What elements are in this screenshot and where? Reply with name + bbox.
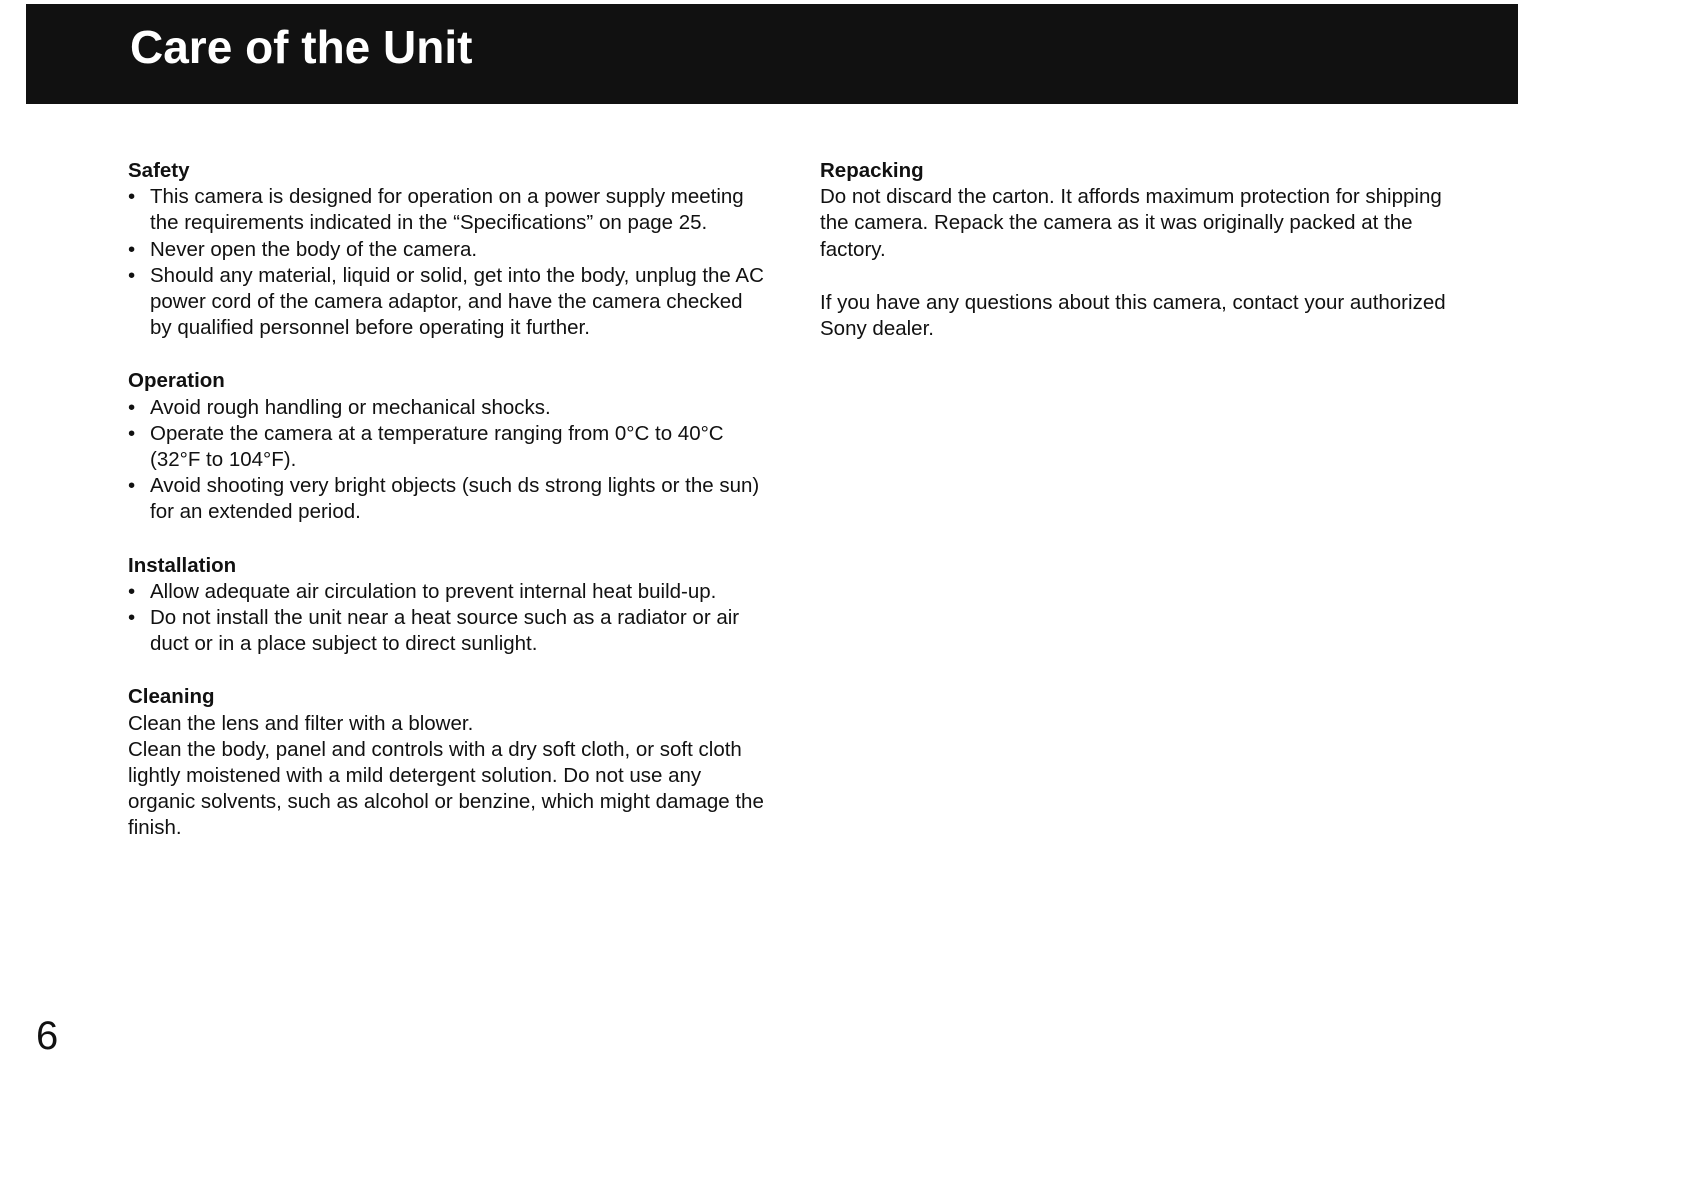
right-column (820, 158, 1460, 369)
section-heading-safety: Safety (128, 159, 190, 182)
installation-list (128, 579, 768, 658)
section-heading-installation: Installation (128, 553, 237, 577)
page-title: Care of the Unit (130, 21, 473, 73)
list-item: • This camera is designed for operation on a power supply meeting the requirements indicated in the “Specifications” on page 25. (128, 184, 768, 236)
list-item: • Avoid rough handling or mechanical shocks. (128, 395, 768, 421)
cleaning-section (128, 684, 768, 841)
left-column (128, 158, 768, 869)
list-item: • Do not install the unit near a heat source such as a radiator or air duct or in a place subject to direct sunlight. (128, 605, 768, 657)
list-item: • Operate the camera at a temperature ranging from 0°C to 40°C (32°F to 104°F). (128, 421, 768, 473)
safety-list (128, 184, 768, 341)
repacking-section (820, 158, 1460, 342)
operation-section (128, 368, 768, 525)
list-item: • Never open the body of the camera. (128, 237, 768, 263)
section-heading-repacking: Repacking (820, 159, 924, 182)
safety-section (128, 158, 768, 341)
section-heading-operation: Operation (128, 369, 225, 393)
list-item: • Should any material, liquid or solid, get into the body, unplug the AC power cord of the camera adaptor, and have the camera checked by qualified personnel before operating it further. (128, 263, 768, 342)
list-item: • Allow adequate air circulation to prevent internal heat build-up. (128, 579, 768, 605)
section-heading-cleaning: Cleaning (128, 685, 215, 709)
list-item: • Avoid shooting very bright objects (such ds strong lights or the sun) for an extended period. (128, 473, 768, 525)
header-bar (26, 4, 1518, 104)
cleaning-paragraph: Clean the body, panel and controls with a dry soft cloth, or soft cloth lightly moistened with a mild detergent solution. Do not use any organic solvents, such as alcohol or benzine, which might damage the finish. (128, 737, 764, 840)
contact-paragraph: If you have any questions about this camera, contact your authorized Sony dealer. (820, 290, 1446, 341)
operation-list (128, 395, 768, 526)
page-number: 6 (36, 1014, 59, 1058)
repacking-paragraph: Do not discard the carton. It affords maximum protection for shipping the camera. Repack the camera as it was originally packed at the factory. (820, 185, 1442, 261)
installation-section (128, 553, 768, 658)
cleaning-paragraph: Clean the lens and filter with a blower. (128, 711, 474, 735)
